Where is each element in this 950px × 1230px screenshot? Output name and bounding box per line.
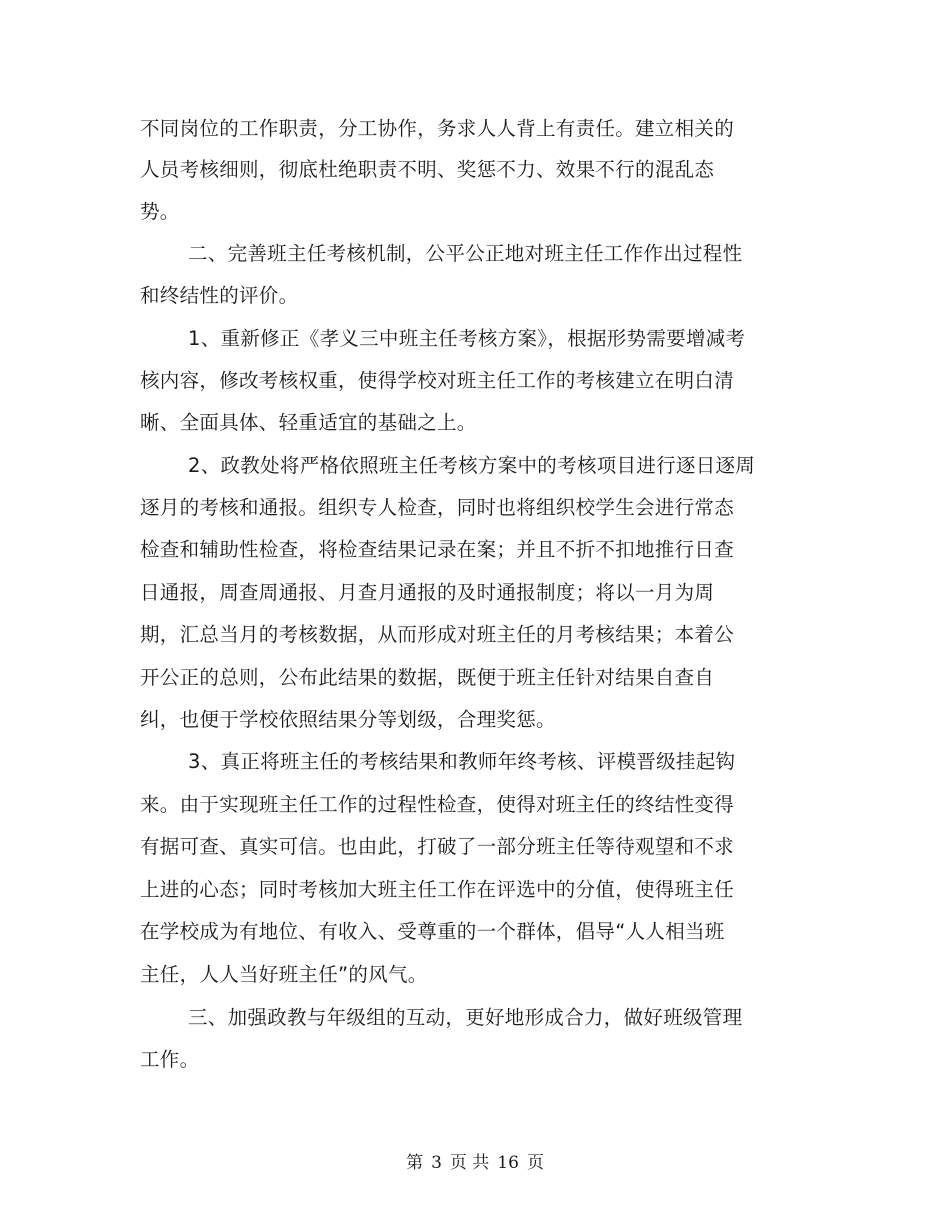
text-line: 核内容，修改考核权重，使得学校对班主任工作的考核建立在明白清 (140, 369, 735, 392)
text-line: 开公正的总则，公布此结果的数据，既便于班主任针对结果自查自 (140, 666, 715, 689)
text-line: 上进的心态；同时考核加大班主任工作在评选中的分值，使得班主任 (140, 878, 735, 901)
text-line: 来。由于实现班主任工作的过程性检查，使得对班主任的终结性变得 (140, 793, 735, 816)
footer-current-page: 3 (431, 1153, 442, 1173)
footer-middle: 页 共 (449, 1153, 490, 1173)
text-line: 3、真正将班主任的考核结果和教师年终考核、评模晋级挂起钩 (188, 750, 736, 773)
text-line: 有据可查、真实可信。也由此，打破了一部分班主任等待观望和不求 (140, 835, 735, 858)
section-heading: 二、完善班主任考核机制，公平公正地对班主任工作作出过程性 (188, 242, 743, 265)
text-line: 1、重新修正《孝义三中班主任考核方案》，根据形势需要增减考 (188, 327, 746, 350)
text-line: 在学校成为有地位、有收入、受尊重的一个群体，倡导“人人相当班 (140, 920, 725, 943)
text-line: 和终结性的评价。 (140, 284, 299, 307)
footer-prefix: 第 (406, 1153, 424, 1173)
text-line: 2、政教处将严格依照班主任考核方案中的考核项目进行逐日逐周 (188, 454, 756, 477)
text-line: 势。 (140, 200, 180, 223)
text-line: 晰、全面具体、轻重适宜的基础之上。 (140, 411, 477, 434)
text-line: 期，汇总当月的考核数据，从而形成对班主任的月考核结果；本着公 (140, 623, 735, 646)
text-line: 检查和辅助性检查，将检查结果记录在案；并且不折不扣地推行日查 (140, 538, 735, 561)
footer-total-pages: 16 (497, 1153, 519, 1173)
text-line: 工作。 (140, 1048, 200, 1071)
text-line: 逐月的考核和通报。组织专人检查，同时也将组织校学生会进行常态 (140, 496, 735, 519)
text-line: 日通报，周查周通报、月查月通报的及时通报制度；将以一月为周 (140, 581, 715, 604)
text-line: 主任，人人当好班主任”的风气。 (140, 963, 428, 986)
page-footer (0, 1151, 950, 1175)
section-heading: 三、加强政教与年级组的互动，更好地形成合力，做好班级管理 (188, 1006, 743, 1029)
text-line: 不同岗位的工作职责，分工协作，务求人人背上有责任。建立相关的 (140, 117, 735, 140)
text-line: 人员考核细则，彻底杜绝职责不明、奖惩不力、效果不行的混乱态 (140, 158, 715, 181)
footer-suffix: 页 (526, 1153, 544, 1173)
text-line: 纠，也便于学校依照结果分等划级，合理奖惩。 (140, 708, 556, 731)
